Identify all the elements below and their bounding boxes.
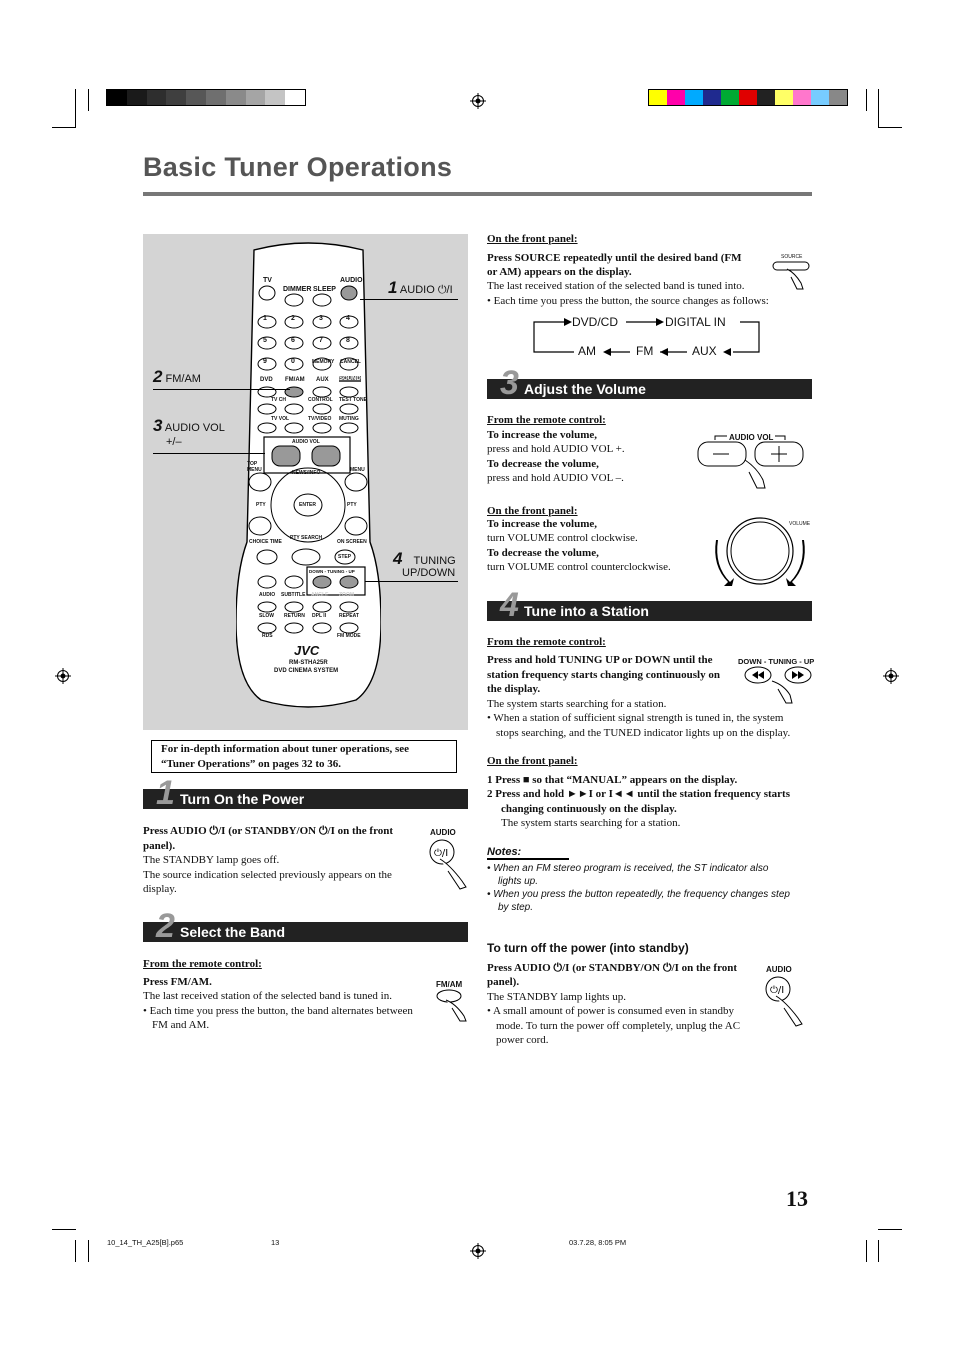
front-panel-subheading: On the front panel: xyxy=(487,233,578,245)
front-panel-instruction-cont: or AM) appears on the display. xyxy=(487,266,632,278)
crop-mark xyxy=(52,1229,76,1230)
remote-label-control: CONTROL xyxy=(308,397,333,403)
remote-label-dvd: DVD xyxy=(260,377,273,383)
front-panel-bullet: • Each time you press the button, the source changes as follows: xyxy=(487,295,769,307)
remote-label-testtone: TEST TONE xyxy=(339,397,367,403)
crop-mark xyxy=(878,127,902,128)
remote-label-repeat: REPEAT xyxy=(339,613,359,619)
source-button-label: SOURCE xyxy=(781,254,803,260)
remote-key-0: 0 xyxy=(291,358,295,365)
remote-label-tvvideo: TV/VIDEO xyxy=(308,416,332,422)
section1-text: The source indication selected previously appears on the xyxy=(143,869,392,881)
section4-step-2: 2 Press and hold ►►I or I◄◄ until the station frequency starts xyxy=(487,788,790,800)
remote-system-name: DVD CINEMA SYSTEM xyxy=(274,668,339,674)
svg-text:⏻/I: ⏻/I xyxy=(770,985,785,996)
notes-list xyxy=(487,862,812,914)
remote-label-audiovol: AUDIO VOL xyxy=(292,439,320,445)
section-heading-3: Adjust the Volume xyxy=(487,379,812,399)
source-button-icon xyxy=(771,259,813,293)
section4-front-subheading: On the front panel: xyxy=(487,755,578,767)
section-number: 4 xyxy=(500,586,519,624)
section3-text: To increase the volume, xyxy=(487,429,597,441)
standby-instruction-cont: panel). xyxy=(487,976,520,988)
flow-am: AM xyxy=(578,344,596,358)
remote-label-choicetime: CHOICE TIME xyxy=(249,539,282,545)
tuning-button-label: DOWN - TUNING - UP xyxy=(738,657,815,666)
section2-subheading: From the remote control: xyxy=(143,958,262,970)
audio-power-button-icon xyxy=(426,837,470,891)
remote-label-sound: SOUND xyxy=(339,376,361,382)
remote-label-menu: MENU xyxy=(350,467,365,473)
section3-subheading: From the remote control: xyxy=(487,414,606,426)
standby-heading: To turn off the power (into standby) xyxy=(487,941,689,955)
footer-page: 13 xyxy=(271,1238,280,1247)
fmam-button-label: FM/AM xyxy=(436,980,463,989)
remote-key-8: 8 xyxy=(346,337,350,344)
remote-label-subtitle: SUBTITLE xyxy=(281,592,306,598)
section3-text: To increase the volume, xyxy=(487,518,597,530)
remote-brand-logo: JVC xyxy=(294,643,320,658)
svg-text:⏻/I: ⏻/I xyxy=(434,848,449,859)
section1-instruction-cont: panel). xyxy=(143,840,176,852)
crop-mark xyxy=(88,1240,89,1262)
note-1-cont: lights up. xyxy=(498,876,539,887)
remote-label-angle: ANGLE xyxy=(311,592,329,598)
registration-mark-icon xyxy=(470,93,486,109)
remote-key-7: 7 xyxy=(319,337,323,344)
remote-label-tvch: TV CH xyxy=(271,397,286,403)
remote-label-audio: AUDIO xyxy=(340,277,363,284)
remote-label-tv: TV xyxy=(263,277,272,284)
remote-label-aux: AUX xyxy=(316,377,329,383)
flow-dvdcd: DVD/CD xyxy=(572,315,619,329)
remote-label-dimmer: DIMMER xyxy=(283,286,312,293)
section-heading-4: Tune into a Station xyxy=(487,601,812,621)
title-rule xyxy=(143,192,812,196)
crop-mark xyxy=(75,1240,76,1262)
callout-4-sub: UP/DOWN xyxy=(402,567,456,579)
remote-model: RM-STHA25R xyxy=(289,660,328,666)
section3-text: turn VOLUME control counterclockwise. xyxy=(487,561,671,573)
remote-label-fmmode: FM MODE xyxy=(337,633,361,639)
remote-label-newsinfo: NEWS/INFO xyxy=(292,470,321,476)
callout-line xyxy=(360,299,458,300)
remote-label-onscreen: ON SCREEN xyxy=(337,539,367,545)
registration-mark-icon xyxy=(55,668,71,684)
section1-instruction: Press AUDIO ⏻/I (or STANDBY/ON ⏻/I on the front xyxy=(143,825,394,837)
notes-rule xyxy=(487,858,569,860)
section4-text: The system starts searching for a station. xyxy=(487,698,667,710)
audio-button-label: AUDIO xyxy=(430,828,456,837)
volume-knob-icon xyxy=(712,516,811,588)
section-number: 3 xyxy=(500,364,519,402)
section4-step-2-text: The system starts searching for a station. xyxy=(501,817,681,829)
footer-filename: 10_14_TH_A25[B].p65 xyxy=(107,1238,184,1247)
section4-bullet: • When a station of sufficient signal strength is tuned in, the system xyxy=(487,712,784,724)
standby-bullet: • A small amount of power is consumed even in standby xyxy=(487,1005,735,1017)
crop-mark xyxy=(878,1240,879,1262)
remote-label-audio2: AUDIO xyxy=(259,592,276,598)
crop-mark xyxy=(878,89,879,127)
section2-bullet: • Each time you press the button, the band alternates between xyxy=(143,1005,413,1017)
crop-mark xyxy=(878,1229,902,1230)
section3-text: To decrease the volume, xyxy=(487,547,599,559)
remote-label-muting: MUTING xyxy=(339,416,359,422)
section4-instruction: Press and hold TUNING UP or DOWN until the xyxy=(487,654,713,666)
page-title: Basic Tuner Operations xyxy=(143,152,453,182)
remote-key-1: 1 xyxy=(263,315,267,322)
audio-vol-button-label: AUDIO VOL xyxy=(729,433,774,442)
section-number: 2 xyxy=(156,907,175,945)
section3-text: press and hold AUDIO VOL +. xyxy=(487,443,625,455)
crop-mark xyxy=(866,1240,867,1262)
front-panel-instruction: Press SOURCE repeatedly until the desired band (FM xyxy=(487,252,742,264)
remote-label-tvvol: TV VOL xyxy=(271,416,290,422)
fmam-button-icon xyxy=(434,988,470,1024)
footer-date: 03.7.28, 8:05 PM xyxy=(569,1238,627,1247)
remote-label-pty-plus: PTY xyxy=(347,502,357,508)
front-panel-text: The last received station of the selected band is tuned into. xyxy=(487,280,745,292)
section2-bullet-cont: FM and AM. xyxy=(152,1019,210,1031)
notes-title: Notes: xyxy=(487,846,522,858)
callout-line xyxy=(153,453,265,454)
section4-subheading: From the remote control: xyxy=(487,636,606,648)
section-heading-1: Turn On the Power xyxy=(143,789,468,809)
remote-label-sleep: SLEEP xyxy=(313,286,336,293)
callout-3: 3 AUDIO VOL xyxy=(153,416,225,435)
section4-instruction: station frequency starts changing continuously on xyxy=(487,669,720,681)
remote-label-rds: RDS xyxy=(262,633,273,639)
remote-label-ptysearch: PTY SEARCH xyxy=(290,535,323,541)
remote-label-pty-minus: PTY xyxy=(256,502,266,508)
callout-3-sub: +/– xyxy=(166,436,182,448)
remote-label-return: RETURN xyxy=(284,613,305,619)
section4-step-1: 1 Press ■ so that “MANUAL” appears on the display. xyxy=(487,774,738,786)
section4-bullet-cont: stops searching, and the TUNED indicator lights up on the display. xyxy=(496,727,791,739)
gray-scale-bar xyxy=(106,89,306,106)
flow-fm: FM xyxy=(636,344,654,358)
section3-text: turn VOLUME control clockwise. xyxy=(487,532,638,544)
remote-label-topmenu: TOP MENU xyxy=(247,461,262,473)
remote-key-2: 2 xyxy=(291,315,295,322)
page-number: 13 xyxy=(786,1186,808,1211)
crop-mark xyxy=(88,89,89,111)
note-2-cont: by step. xyxy=(498,902,534,913)
section2-text: The last received station of the selected band is tuned in. xyxy=(143,990,392,1002)
section4-step-2-cont: changing continuously on the display. xyxy=(501,803,677,815)
standby-audio-button-label: AUDIO xyxy=(766,965,792,974)
remote-key-cancel: CANCEL xyxy=(340,359,361,365)
standby-bullet-cont: mode. To turn the power off completely, unplug the AC xyxy=(496,1020,741,1032)
remote-key-4: 4 xyxy=(346,315,350,322)
note-1: • When an FM stereo program is received, the ST indicator also xyxy=(487,863,769,874)
standby-instruction: Press AUDIO ⏻/I (or STANDBY/ON ⏻/I on the front xyxy=(487,962,738,974)
callout-2: 2 FM/AM xyxy=(153,367,201,386)
color-bar xyxy=(648,89,848,106)
flow-aux: AUX xyxy=(692,344,717,358)
callout-line xyxy=(365,581,458,582)
registration-mark-icon xyxy=(883,668,899,684)
section1-text: The STANDBY lamp goes off. xyxy=(143,854,280,866)
crop-mark xyxy=(866,89,867,111)
note-2: • When you press the button repeatedly, the frequency changes step xyxy=(487,889,790,900)
remote-key-9: 9 xyxy=(263,358,267,365)
callout-1: 1 AUDIO ⏻/I xyxy=(388,278,453,297)
section-number: 1 xyxy=(156,774,175,812)
remote-label-enter: ENTER xyxy=(299,502,316,508)
crop-mark xyxy=(52,127,76,128)
remote-label-downtuningup: DOWN - TUNING - UP xyxy=(309,569,355,574)
section3-front-subheading: On the front panel: xyxy=(487,505,578,517)
section-heading-2: Select the Band xyxy=(143,922,468,942)
volume-knob-label: VOLUME xyxy=(789,521,811,527)
remote-label-slow: SLOW xyxy=(259,613,274,619)
tuning-buttons-icon xyxy=(742,665,814,705)
standby-text: The STANDBY lamp lights up. xyxy=(487,991,626,1003)
source-flow-arrows xyxy=(530,318,765,358)
info-box: For in-depth information about tuner operations, see “Tuner Operations” on pages 32 to 36. xyxy=(151,740,457,773)
remote-key-6: 6 xyxy=(291,337,295,344)
callout-line xyxy=(153,389,290,390)
section1-text: display. xyxy=(143,883,177,895)
section3-text: press and hold AUDIO VOL –. xyxy=(487,472,624,484)
remote-label-zoom: ZOOM xyxy=(339,592,354,598)
remote-key-3: 3 xyxy=(319,315,323,322)
remote-key-memory: MEMORY xyxy=(312,359,335,365)
remote-label-fmam: FM/AM xyxy=(285,377,305,383)
audio-vol-buttons-icon xyxy=(693,432,808,490)
section3-text: To decrease the volume, xyxy=(487,458,599,470)
callout-4: 4 TUNING xyxy=(393,549,456,568)
standby-audio-power-button-icon xyxy=(762,974,806,1028)
flow-digital-in: DIGITAL IN xyxy=(665,315,726,329)
remote-label-dpl2: DPL II xyxy=(312,613,327,619)
section4-instruction: the display. xyxy=(487,683,541,695)
registration-mark-icon xyxy=(470,1243,486,1259)
remote-label-step: STEP xyxy=(338,554,352,560)
section2-instruction: Press FM/AM. xyxy=(143,976,212,988)
standby-bullet-cont: power cord. xyxy=(496,1034,549,1046)
crop-mark xyxy=(75,89,76,127)
remote-key-5: 5 xyxy=(263,337,267,344)
